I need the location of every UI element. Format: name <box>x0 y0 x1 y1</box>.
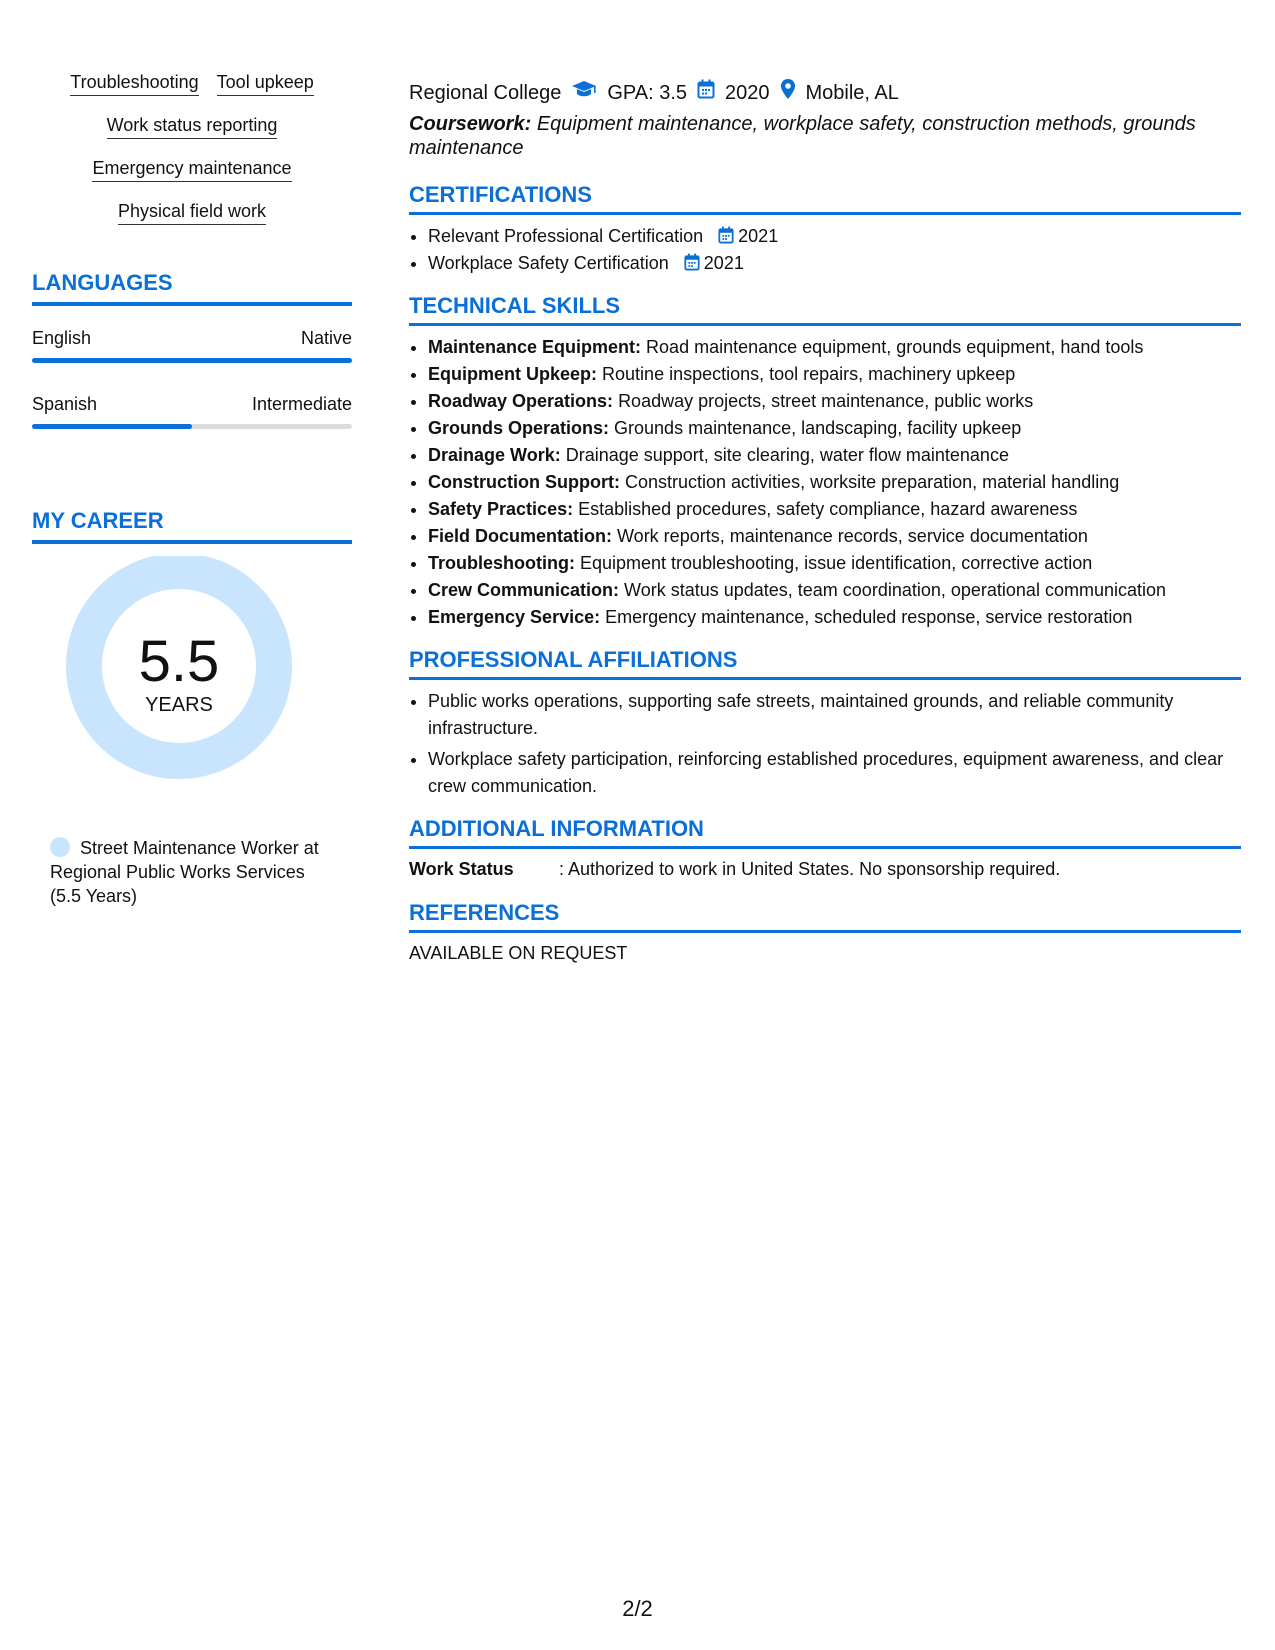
work-status-label: Work Status <box>409 859 514 879</box>
skill-value: Emergency maintenance, scheduled response, service restoration <box>605 607 1133 627</box>
skills-row <box>32 70 352 96</box>
additional-info-heading: ADDITIONAL INFORMATION <box>409 816 1241 849</box>
languages-section <box>32 270 352 464</box>
graduation-cap-icon <box>571 79 597 107</box>
calendar-icon <box>697 79 715 107</box>
certification-name: Relevant Professional Certification <box>428 226 704 246</box>
technical-skill-item <box>428 523 1241 550</box>
calendar-icon <box>718 223 738 250</box>
technical-skill-item <box>428 550 1241 577</box>
skill-value: Established procedures, safety compliance, hazard awareness <box>578 499 1078 519</box>
language-level: Intermediate <box>251 394 352 414</box>
language-proficiency-fill <box>32 358 352 363</box>
skills-row <box>32 113 352 139</box>
skill-value: Routine inspections, tool repairs, machinery upkeep <box>602 364 1016 384</box>
skill-key: Safety Practices: <box>428 499 574 519</box>
skills-tags <box>32 70 352 225</box>
additional-info-section <box>409 816 1241 880</box>
work-status-row <box>409 859 1241 880</box>
skill-key: Drainage Work: <box>428 445 561 465</box>
technical-skill-item <box>428 442 1241 469</box>
skill-tag: Physical field work <box>118 199 266 225</box>
affiliation-item: • Workplace safety participation, reinforcing established procedures, equipment awareness, and clear crew communication. <box>428 746 1241 800</box>
skill-tag: Tool upkeep <box>217 70 314 96</box>
references-text: AVAILABLE ON REQUEST <box>409 943 628 963</box>
skill-value: Work reports, maintenance records, service documentation <box>617 526 1088 546</box>
career-total-unit: YEARS <box>145 694 213 716</box>
skill-value: Grounds maintenance, landscaping, facility upkeep <box>614 418 1022 438</box>
map-pin-icon <box>780 78 796 108</box>
references-section <box>409 900 1241 964</box>
education-gpa: GPA: 3.5 <box>607 82 687 104</box>
skill-value: Construction activities, worksite preparation, material handling <box>625 472 1120 492</box>
skill-value: Equipment troubleshooting, issue identification, corrective action <box>580 553 1093 573</box>
skills-row <box>32 199 352 225</box>
career-legend-text: Street Maintenance Worker at Regional Public Works Services (5.5 Years) <box>50 838 319 906</box>
technical-skills-heading: TECHNICAL SKILLS <box>409 293 1241 326</box>
skill-tag: Emergency maintenance <box>92 156 291 182</box>
career-section <box>32 508 352 928</box>
skill-key: Field Documentation: <box>428 526 612 546</box>
education-school: Regional College <box>409 82 562 104</box>
skill-key: Grounds Operations: <box>428 418 610 438</box>
affiliations-section <box>409 647 1241 800</box>
technical-skill-item <box>428 577 1241 604</box>
skill-key: Equipment Upkeep: <box>428 364 598 384</box>
affiliations-heading: PROFESSIONAL AFFILIATIONS <box>409 647 1241 680</box>
certification-year: 2021 <box>703 253 744 273</box>
technical-skill-item <box>428 334 1241 361</box>
technical-skill-item <box>428 469 1241 496</box>
skill-value: Roadway projects, street maintenance, public works <box>618 391 1034 411</box>
language-item <box>32 394 352 464</box>
certification-date <box>718 223 778 250</box>
certification-year: 2021 <box>738 226 779 246</box>
skill-key: Roadway Operations: <box>428 391 614 411</box>
certification-name: Workplace Safety Certification <box>428 253 669 273</box>
skill-key: Crew Communication: <box>428 580 620 600</box>
language-proficiency-bar <box>32 424 352 429</box>
education-year: 2020 <box>725 82 770 104</box>
technical-skill-item <box>428 604 1241 631</box>
career-heading: MY CAREER <box>32 508 352 544</box>
work-status-value: : Authorized to work in United States. No sponsorship required. <box>559 859 1061 879</box>
right-column <box>409 78 1241 964</box>
left-column <box>32 70 352 928</box>
technical-skills-section <box>409 293 1241 631</box>
education-line <box>409 78 1241 108</box>
skill-key: Maintenance Equipment: <box>428 337 642 357</box>
language-level: Native <box>300 328 352 348</box>
technical-skill-item <box>428 496 1241 523</box>
technical-skill-item <box>428 361 1241 388</box>
language-item <box>32 328 352 398</box>
certification-item <box>428 223 1241 250</box>
technical-skill-item <box>428 388 1241 415</box>
calendar-icon <box>684 250 704 277</box>
skill-value: Drainage support, site clearing, water flow maintenance <box>565 445 1009 465</box>
certifications-list <box>409 223 1241 277</box>
career-donut-chart <box>32 556 352 806</box>
certifications-section <box>409 182 1241 277</box>
education-coursework <box>409 112 1241 160</box>
languages-list <box>32 328 352 464</box>
language-name: English <box>32 328 92 348</box>
certification-item <box>428 250 1241 277</box>
affiliations-list <box>409 688 1241 800</box>
coursework-label: Coursework: <box>409 113 532 135</box>
technical-skills-list <box>409 334 1241 631</box>
language-proficiency-fill <box>32 424 192 429</box>
certifications-heading: CERTIFICATIONS <box>409 182 1241 215</box>
language-name: Spanish <box>32 394 98 414</box>
technical-skill-item <box>428 415 1241 442</box>
skill-key: Construction Support: <box>428 472 620 492</box>
career-legend <box>50 836 320 908</box>
legend-swatch <box>50 837 70 857</box>
education-location: Mobile, AL <box>805 82 899 104</box>
skill-value: Work status updates, team coordination, operational communication <box>624 580 1166 600</box>
references-heading: REFERENCES <box>409 900 1241 933</box>
languages-heading: LANGUAGES <box>32 270 352 306</box>
skill-key: Emergency Service: <box>428 607 601 627</box>
career-total-value: 5.5 <box>138 629 220 694</box>
skill-key: Troubleshooting: <box>428 553 575 573</box>
skills-row <box>32 156 352 182</box>
skill-tag: Work status reporting <box>107 113 278 139</box>
skill-value: Road maintenance equipment, grounds equipment, hand tools <box>646 337 1144 357</box>
skill-tag: Troubleshooting <box>70 70 198 96</box>
certification-date <box>684 250 744 277</box>
coursework-text: Equipment maintenance, workplace safety, construction methods, grounds maintenance <box>409 113 1196 159</box>
affiliation-item: • Public works operations, supporting safe streets, maintained grounds, and reliable community infrastructure. <box>428 688 1241 742</box>
language-proficiency-bar <box>32 358 352 363</box>
page-number: 2/2 <box>622 1596 653 1621</box>
education-entry <box>409 78 1241 160</box>
